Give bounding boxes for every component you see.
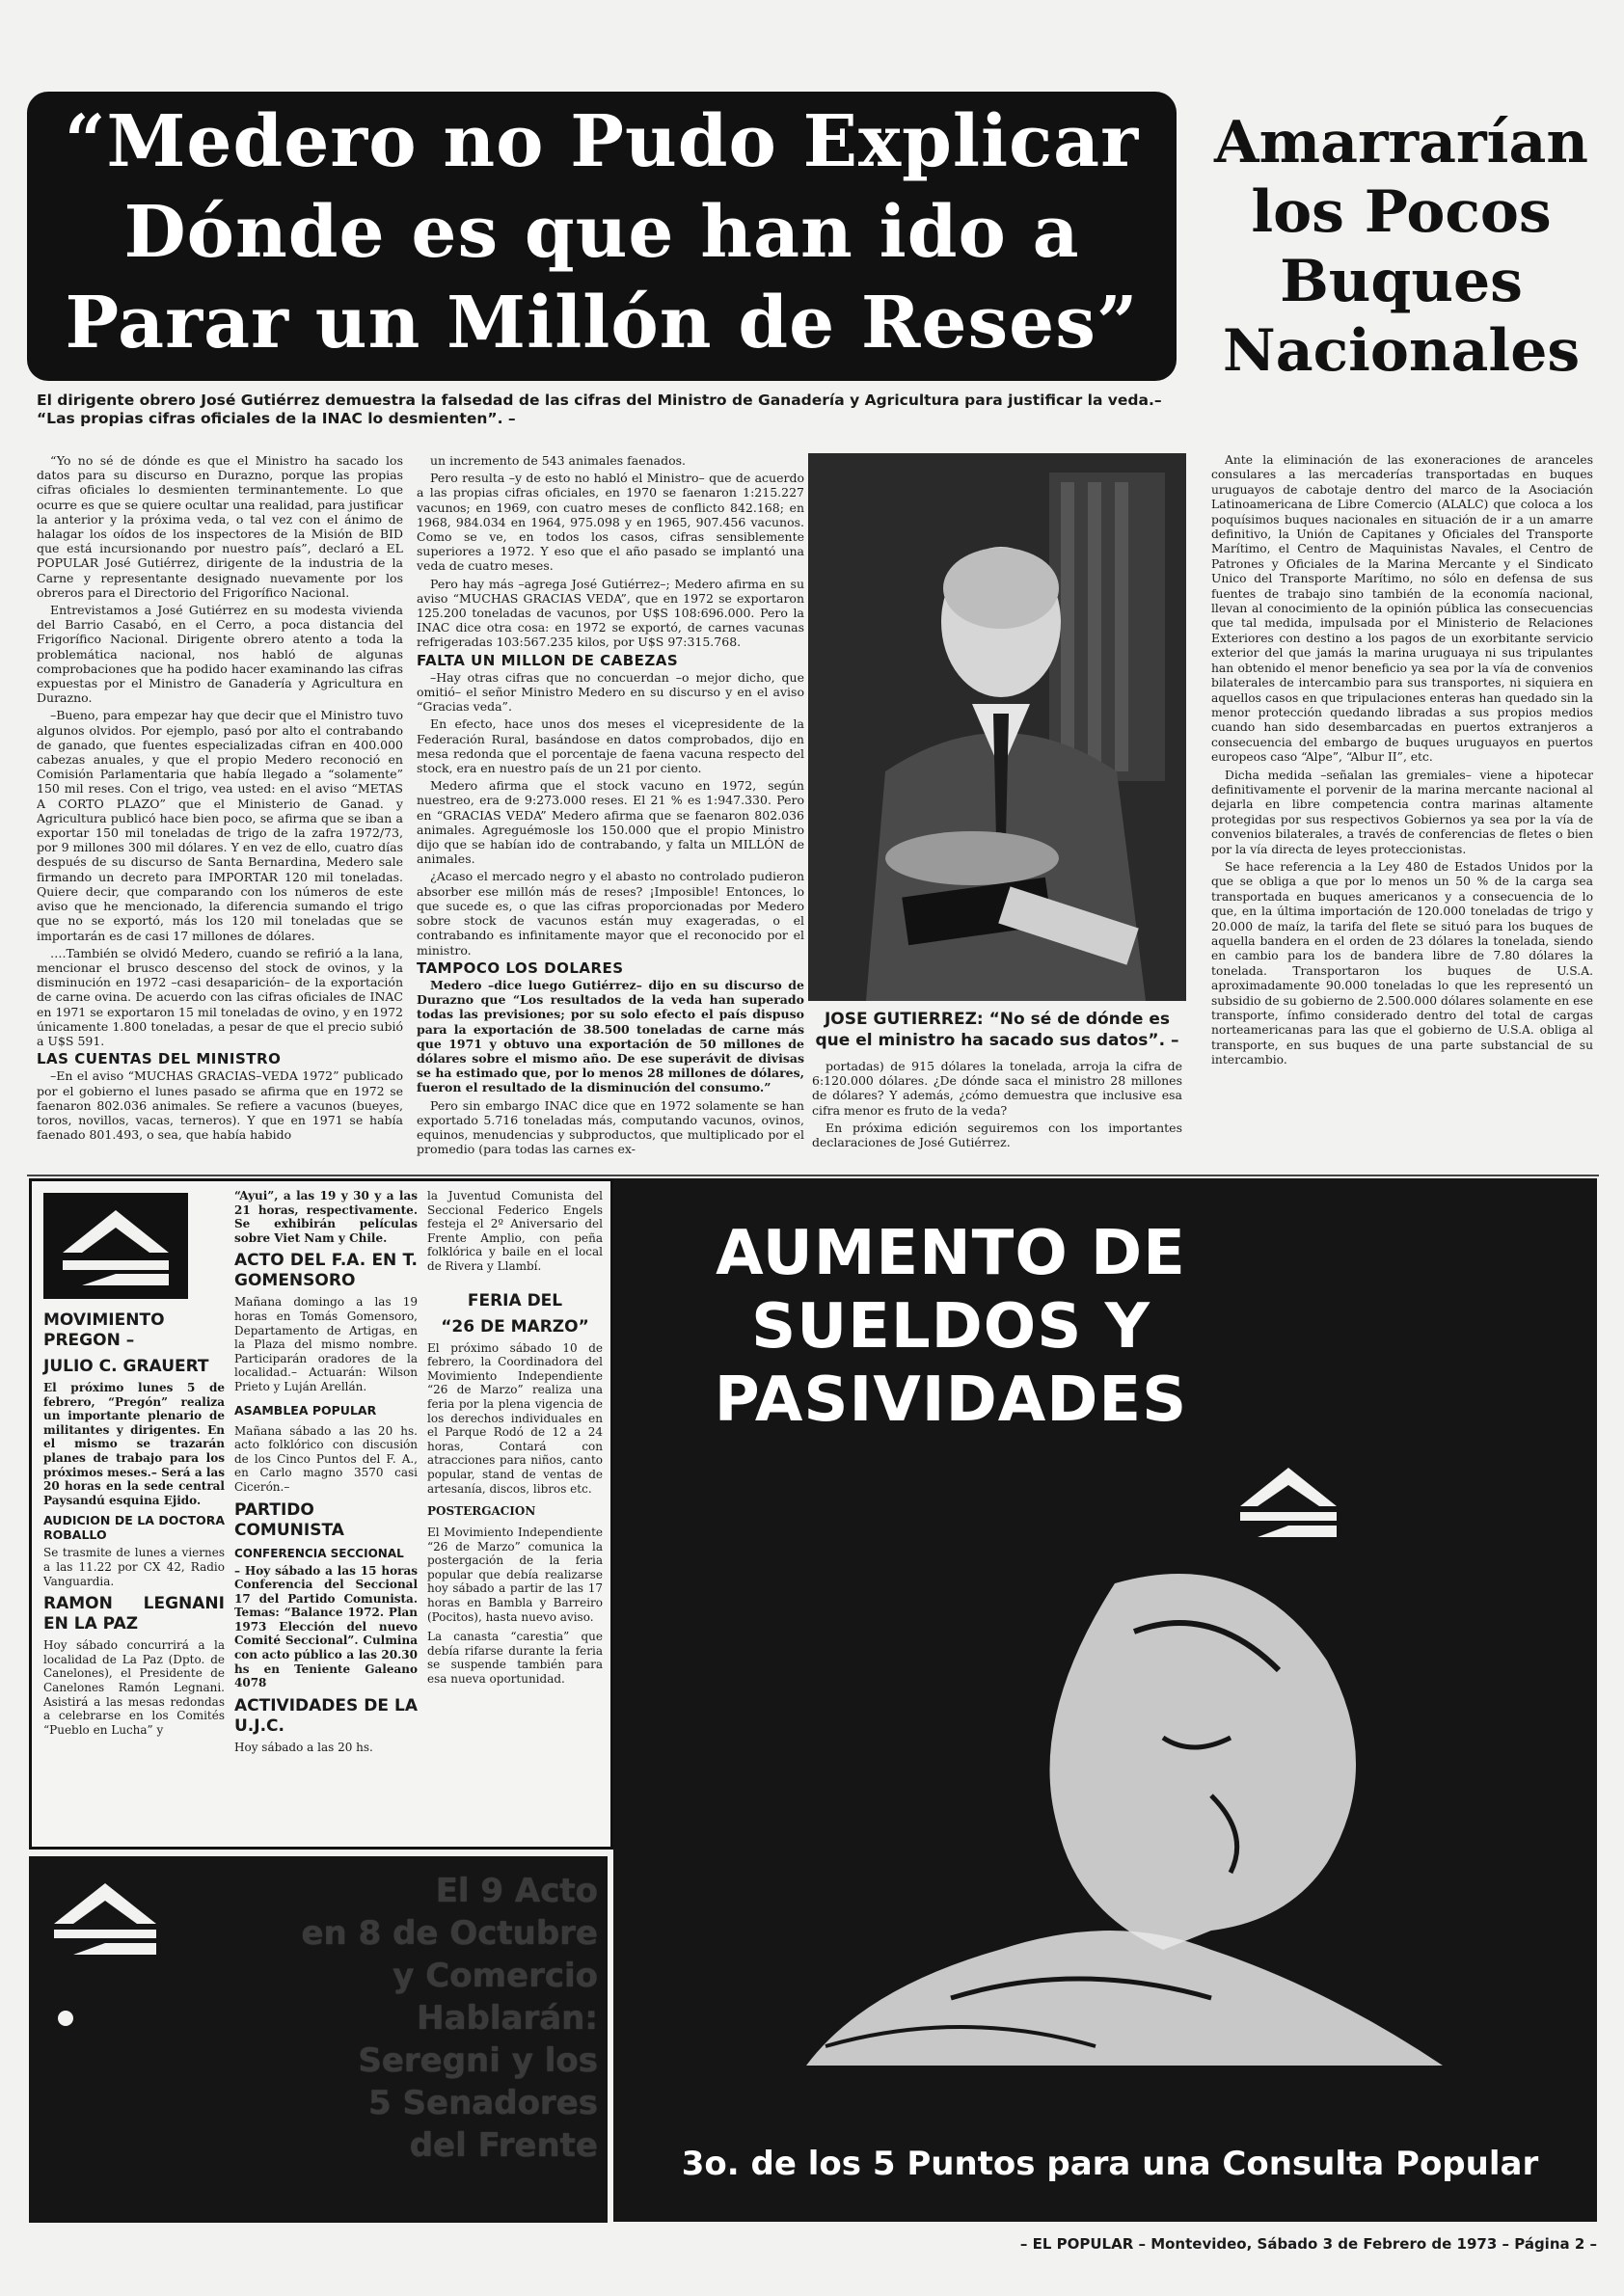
side-headline-line-3: Buques xyxy=(1280,248,1523,315)
notice-text: – Hoy sábado a las 15 horas Conferencia del Seccional 17 del Partido Comunista. Temas: “Balance 1972. Plan 1973 Elección del nuevo Comité Seccional”. Culmina con acto público a las 20.30 hs en Teniente Galeano 4078 xyxy=(234,1563,418,1690)
notice-text: “Ayui”, a las 19 y 30 y a las 21 horas, respectivamente. Se exhibirán películas sobre Viet Nam y Chile. xyxy=(234,1189,418,1245)
notice-title-grauert: JULIO C. GRAUERT xyxy=(43,1357,209,1376)
paragraph: Se hace referencia a la Ley 480 de Estados Unidos por la que se obliga a que por lo menos un 50 % de la carga sea transportada en buques americanos y a consecuencia de lo que, en la última importación de 120.000 toneladas de trigo y 20.000 de maíz, la tarifa del flete se situó para los buques de aquella bandera en el orden de 23 dólares la tonelada, siendo en cambio para los de bandera libre de 7.80 dólares la tonelada. Transportaron los buques de U.S.A. aproximadamente 90.000 toneladas lo que les representó un subsidio de su gobierno de 2.500.000 dólares solamente en ese transporte, ínfimo considerado dentro del total de cargas norteamericanas para las que el gobierno de U.S.A. obliga al transporte, en sus buques de una parte substancial de su intercambio. xyxy=(1211,859,1593,1067)
notice-text: Mañana sábado a las 20 hs. acto folklórico con discusión de los Cinco Puntos del F. A., en Carlo magno 3570 casi Cicerón.– xyxy=(234,1423,418,1494)
paragraph: Medero –dice luego Gutiérrez– dijo en su discurso de Durazno que “Los resultados de la veda han superado todas las previsiones; por su solo efecto el país dispuso para la exportación de 38.500 toneladas de carne más que 1971 y obtuvo una exportación de 50 millones de dólares sobre el mismo año. De ese superávit de divisas se ha estimado que, por lo menos 28 millones de dólares, fueron el resultado de la disminución del consumo.” xyxy=(417,977,804,1095)
notices-box xyxy=(29,1178,613,1850)
rally-line-6: 5 Senadores xyxy=(368,2084,598,2122)
article-column-2 xyxy=(417,453,804,1172)
section-divider xyxy=(27,1175,1599,1176)
notices-column-c xyxy=(427,1189,603,1840)
portrait-photo xyxy=(808,453,1186,1001)
paragraph: En próxima edición seguiremos con los importantes declaraciones de José Gutiérrez. xyxy=(812,1120,1182,1150)
paragraph: ….También se olvidó Medero, cuando se refirió a la lana, mencionar el brusco descenso del stock de ovinos, y la disminución en 1972 –casi desaparición– de la exportación de carne ovina. De acuerdo con las cifras oficiales de INAC en 1971 se exportaron 15 mil toneladas de ovino, y en 1972 únicamente 1.800 toneladas, a pesar de que el precio subió a U$S 591. xyxy=(37,945,403,1048)
headline-line-3: Parar un Millón de Reses” xyxy=(65,282,1139,365)
page-footer: – EL POPULAR – Montevideo, Sábado 3 de Febrero de 1973 – Página 2 – xyxy=(1019,2235,1597,2253)
paragraph: portadas) de 915 dólares la tonelada, arroja la cifra de 6:120.000 dólares. ¿De dónde saca el ministro 28 millones de dólares? Y además, ¿cómo demuestra que inclusive esa cifra menor es fruto de la veda? xyxy=(812,1059,1182,1118)
paragraph: Dicha medida –señalan las gremiales– viene a hipotecar definitivamente el porvenir de la marina mercante nacional al dejarla en libre competencia contra marinas altamente protegidas por sus respectivos Gobiernos ya sea por la vía de convenios bilaterales, a través de conferencias de fletes o bien por la vía directa de leyes proteccionistas. xyxy=(1211,768,1593,856)
notice-text: Hoy sábado concurrirá a la localidad de La Paz (Dpto. de Canelones), el Presidente de Canelones Ramón Legnani. Asistirá a las mesas redondas a celebrarse en los Comités “Pueblo en Lucha” y xyxy=(43,1638,225,1737)
notice-sub-postergacion: POSTERGACION xyxy=(427,1504,536,1519)
paragraph: Ante la eliminación de las exoneraciones de aranceles consulares a las mercaderías transportadas en buques uruguayos de cabotaje dentro del marco de la Asociación Latinoamericana de Libre Comercio (ALALC) que coloca a los poquísimos buques nacionales en situación de ir a un amarre definitivo, la Unión de Capitanes y Oficiales del Transporte Marítimo, el Centro de Maquinistas Navales, el Centro de Patrones y Oficiales de la Marina Mercante y el Sindicato Unico del Transporte Marítimo, no sólo en defensa de sus fuentes de trabajo sino también de la economía nacional, llevan al conocimiento de la opinión pública las consecuencias que tal medida, impulsada por el Ministerio de Relaciones Exteriores con destino a los pagos de un exorbitante servicio exterior del que jamás la marina uruguaya ni sus tripulantes han obtenido el menor beneficio ya sea por la vía de convenios bilaterales de intercambio para sus transportes, ni siquiera en aquellos casos en que tripulaciones enteras han quedado sin la menor protección quedando libradas a sus propios medios cuando han sido desembarcadas en puertos extranjeros a consecuencia del embargo de buques uruguayos en puertos europeos caso “Alpe”, “Albur II”, etc. xyxy=(1211,453,1593,765)
notice-text: El próximo lunes 5 de febrero, “Pregón” realiza un importante plenario de militantes y dirigentes. En el mismo se trazarán planes de trabajo para los próximos meses.– Será a las 20 horas en la sede central Paysandú esquina Ejido. xyxy=(43,1381,225,1507)
paragraph: “Yo no sé de dónde es que el Ministro ha sacado los datos para su discurso en Durazno, porque las propias cifras oficiales lo desmienten terminantemente. Lo que ocurre es que se quiere ocultar una realidad, para justificar la anterior y la próxima veda, o tal vez con el ánimo de halagar los oídos de los inspectores de la Misión de BID que está incursionando por nuestro país”, declaró a EL POPULAR José Gutiérrez, dirigente de la industria de la Carne y representante designado nuevamente por los obreros para el Directorio del Frigorífico Nacional. xyxy=(37,453,403,600)
ad-title xyxy=(652,1217,1250,1437)
photo-caption: JOSE GUTIERREZ: “No sé de dónde es que el ministro ha sacado sus datos”. – xyxy=(815,1010,1179,1050)
paragraph: un incremento de 543 animales faenados. xyxy=(430,453,687,468)
headline-line-1: “Medero no Pudo Explicar xyxy=(64,100,1140,183)
notice-title-pregon: MOVIMIENTO PREGON – xyxy=(43,1310,165,1350)
paragraph: –Bueno, para empezar hay que decir que el Ministro tuvo algunos olvidos. Por ejemplo, pasó por alto el contrabando de ganado, que fuentes especializadas cifran en 400.000 cabezas anuales, y que el propio Medero reconoció en Comisión Parlamentaria que había llegado a “solamente” 150 mil reses. Con el trigo, vea usted: en el aviso “METAS A CORTO PLAZO” que el Ministerio de Ganad. y Agricultura publicó hace bien poco, se afirma que se iban a exportar 150 mil toneladas de trigo de la zafra 1972/73, por 9 millones 300 mil dólares. Y en vez de ello, cuatro días después de su discurso de Santa Bernardina, Medero sale firmando un decreto para IMPORTAR 120 mil toneladas. Quiere decir, que comparando con los números de este aviso que he mencionado, la diferencia sumando el trigo que no se exportó, más los 120 mil toneladas que se importarán es de casi 17 millones de dólares. xyxy=(37,708,403,943)
notice-sub-roballo: AUDICION DE LA DOCTORA ROBALLO xyxy=(43,1513,225,1543)
headline-line-2: Dónde es que han ido a xyxy=(123,191,1080,274)
notice-text: Se trasmite de lunes a viernes a las 11.22 por CX 42, Radio Vanguardia. xyxy=(43,1546,225,1588)
ad-title-line-1: AUMENTO DE xyxy=(716,1218,1186,1289)
paragraph: En efecto, hace unos dos meses el vicepresidente de la Federación Rural, basándose en datos comprobados, dijo en mesa redonda que el porcentaje de faena vacuna respecto del stock, era en nuestro país de un 21 por ciento. xyxy=(417,716,804,776)
rally-ad-text xyxy=(174,1870,598,2167)
rally-line-4: Hablarán: xyxy=(417,1999,598,2038)
side-headline xyxy=(1194,108,1609,426)
paragraph: ¿Acaso el mercado negro y el abasto no controlado pudieron absorber ese millón más de reses? ¡Imposible! Entonces, lo que sucede es, o que las cifras proporcionadas por Medero sobre stock de vacunos están muy exageradas, o el contrabando es infinitamente mayor que el reconocido por el ministro. xyxy=(417,869,804,958)
rally-line-5: Seregni y los xyxy=(358,2041,598,2080)
side-headline-line-2: los Pocos xyxy=(1251,178,1552,246)
rally-ad xyxy=(29,1856,608,2223)
paragraph: Pero resulta –y de esto no habló el Ministro– que de acuerdo a las propias cifras oficiales, en 1970 se faenaron 1:215.227 vacunos; en 1969, con cuatro meses de conflicto 842.168; en 1968, 984.034 en 1964, 975.098 y en 1965, 907.456 vacunos. Como se ve, en todos los casos, cifras sensiblemente superiores a 1972. Y eso que el año pasado se implantó una veda de cuatro meses. xyxy=(417,471,804,574)
headline-deck: El dirigente obrero José Gutiérrez demuestra la falsedad de las cifras del Ministro de Ganadería y Agricultura para justificar la veda.– “Las propias cifras oficiales de la INAC lo desmienten”. – xyxy=(37,392,1162,427)
notice-text: la Juventud Comunista del Seccional Federico Engels festeja el 2º Aniversario del Frente Amplio, con peña folklórica y baile en el local de Rivera y Llambí. xyxy=(427,1189,603,1273)
ad-bullet-icon xyxy=(58,2011,73,2026)
frente-amplio-logo-icon xyxy=(1231,1458,1346,1545)
subhead-falta: FALTA UN MILLON DE CABEZAS xyxy=(417,651,679,669)
frente-amplio-logo-icon xyxy=(43,1193,188,1299)
rally-line-7: del Frente xyxy=(409,2126,598,2165)
notice-sub-feria-2: “26 DE MARZO” xyxy=(441,1316,589,1337)
notice-sub-asamblea: ASAMBLEA POPULAR xyxy=(234,1402,377,1418)
notice-text: El Movimiento Independiente “26 de Marzo” comunica la postergación de la feria popular que debía realizarse hoy sábado a partir de las 17 horas en Bambla y Barreiro (Pocitos), hasta nuevo aviso. xyxy=(427,1526,603,1624)
article-column-1 xyxy=(37,453,403,1172)
notice-sub-ujc: ACTIVIDADES DE LA U.J.C. xyxy=(234,1695,418,1736)
notice-text: La canasta “carestia” que debía rifarse durante la feria se suspende también para esa nueva oportunidad. xyxy=(427,1630,603,1687)
notice-text: El próximo sábado 10 de febrero, la Coordinadora del Movimiento Independiente “26 de Marzo” realiza una feria por la plena vigencia de los derechos individuales en el Parque Rodó de 12 a 24 horas, Contará con atracciones para niños, canto popular, stand de ventas de artesanía, discos, libros etc. xyxy=(427,1340,603,1496)
notice-sub-feria: FERIA DEL xyxy=(467,1290,563,1310)
side-headline-line-4: Nacionales xyxy=(1222,317,1581,385)
ad-bottom-line: 3o. de los 5 Puntos para una Consulta Popular xyxy=(681,2145,1539,2183)
rally-line-2: en 8 de Octubre xyxy=(301,1914,598,1953)
headline-box xyxy=(27,92,1177,381)
paragraph: –Hay otras cifras que no concuerdan –o mejor dicho, que omitió– el señor Ministro Medero en su discurso y en el aviso “Gracias veda”. xyxy=(417,669,804,715)
notice-text: Hoy sábado a las 20 hs. xyxy=(234,1740,373,1754)
notice-text: Mañana domingo a las 19 horas en Tomás Gomensoro, Departamento de Artigas, en la Plaza del mismo nombre. Participarán oradores de la localidad.– Actuarán: Wilson Prieto y Luján Arellán. xyxy=(234,1295,418,1393)
notice-sub-conferencia: CONFERENCIA SECCIONAL xyxy=(234,1546,404,1560)
notices-column-b xyxy=(234,1189,418,1840)
wage-increase-ad xyxy=(613,1178,1597,2222)
article-column-3 xyxy=(812,1059,1182,1173)
rally-line-3: y Comercio xyxy=(392,1957,598,1995)
paragraph: –En el aviso “MUCHAS GRACIAS–VEDA 1972” publicado por el gobierno el lunes pasado se afirma que en 1972 se faenaron 802.036 animales. Se refiere a vacunos (bueyes, toros, novillos, vacas, terneros). Y que en 1971 se había faenado 801.493, o sea, que había habido xyxy=(37,1068,403,1143)
notices-column-a xyxy=(43,1305,225,1840)
paragraph: Pero sin embargo INAC dice que en 1972 solamente se han exportado 5.716 toneladas más, computando vacunos, ovinos, equinos, menudencias y subproductos, que multiplicado por el promedio (para todas las carnes ex- xyxy=(417,1097,804,1157)
notice-sub-partido: PARTIDO COMUNISTA xyxy=(234,1499,344,1540)
ad-title-line-2: SUELDOS Y xyxy=(751,1291,1150,1363)
paragraph: Entrevistamos a José Gutiérrez en su modesta vivienda del Barrio Casabó, en el Cerro, a poca distancia del Frigorífico Nacional. Dirigente obrero atento a toda la problemática nacional, nos habló de algunas comprobaciones que ha podido hacer examinando las cifras expuestas por el Ministro de Ganadería y Agricultura en Durazno. xyxy=(37,603,403,706)
frente-amplio-logo-icon xyxy=(42,1870,168,1966)
subhead-cuentas: LAS CUENTAS DEL MINISTRO xyxy=(37,1050,282,1068)
ad-title-line-3: PASIVIDADES xyxy=(714,1364,1188,1436)
rally-line-1: El 9 Acto xyxy=(435,1872,598,1910)
paragraph: Pero hay más –agrega José Gutiérrez–; Medero afirma en su aviso “MUCHAS GRACIAS VEDA”, que en 1972 se exportaron 125.200 toneladas de vacunos, por U$S 108:696.000. Pero la INAC dice otra cosa: en 1972 se exportó, de carnes vacunas refrigeradas 103:567.235 kilos, por U$S 97:315.768. xyxy=(417,576,804,650)
paragraph: Medero afirma que el stock vacuno en 1972, según nuestreo, era de 9:273.000 reses. El 21 % es 1:947.330. Pero en “GRACIAS VEDA” Medero afirma que se faenaron 802.036 animales. Agreguémosle los 150.000 que el propio Ministro dijo que se habían ido de contrabando, y falta un MILLÓN de animales. xyxy=(417,778,804,867)
subhead-tampoco: TAMPOCO LOS DOLARES xyxy=(417,959,624,977)
portrait-illustration xyxy=(808,453,1186,1001)
notice-sub-legnani: RAMON LEGNANI EN LA PAZ xyxy=(43,1594,225,1634)
side-headline-line-1: Amarrarían xyxy=(1214,109,1588,176)
article-column-4 xyxy=(1211,453,1593,1172)
elderly-man-illustration xyxy=(710,1545,1539,2085)
notice-sub-gomensoro: ACTO DEL F.A. EN T. GOMENSORO xyxy=(234,1251,418,1291)
